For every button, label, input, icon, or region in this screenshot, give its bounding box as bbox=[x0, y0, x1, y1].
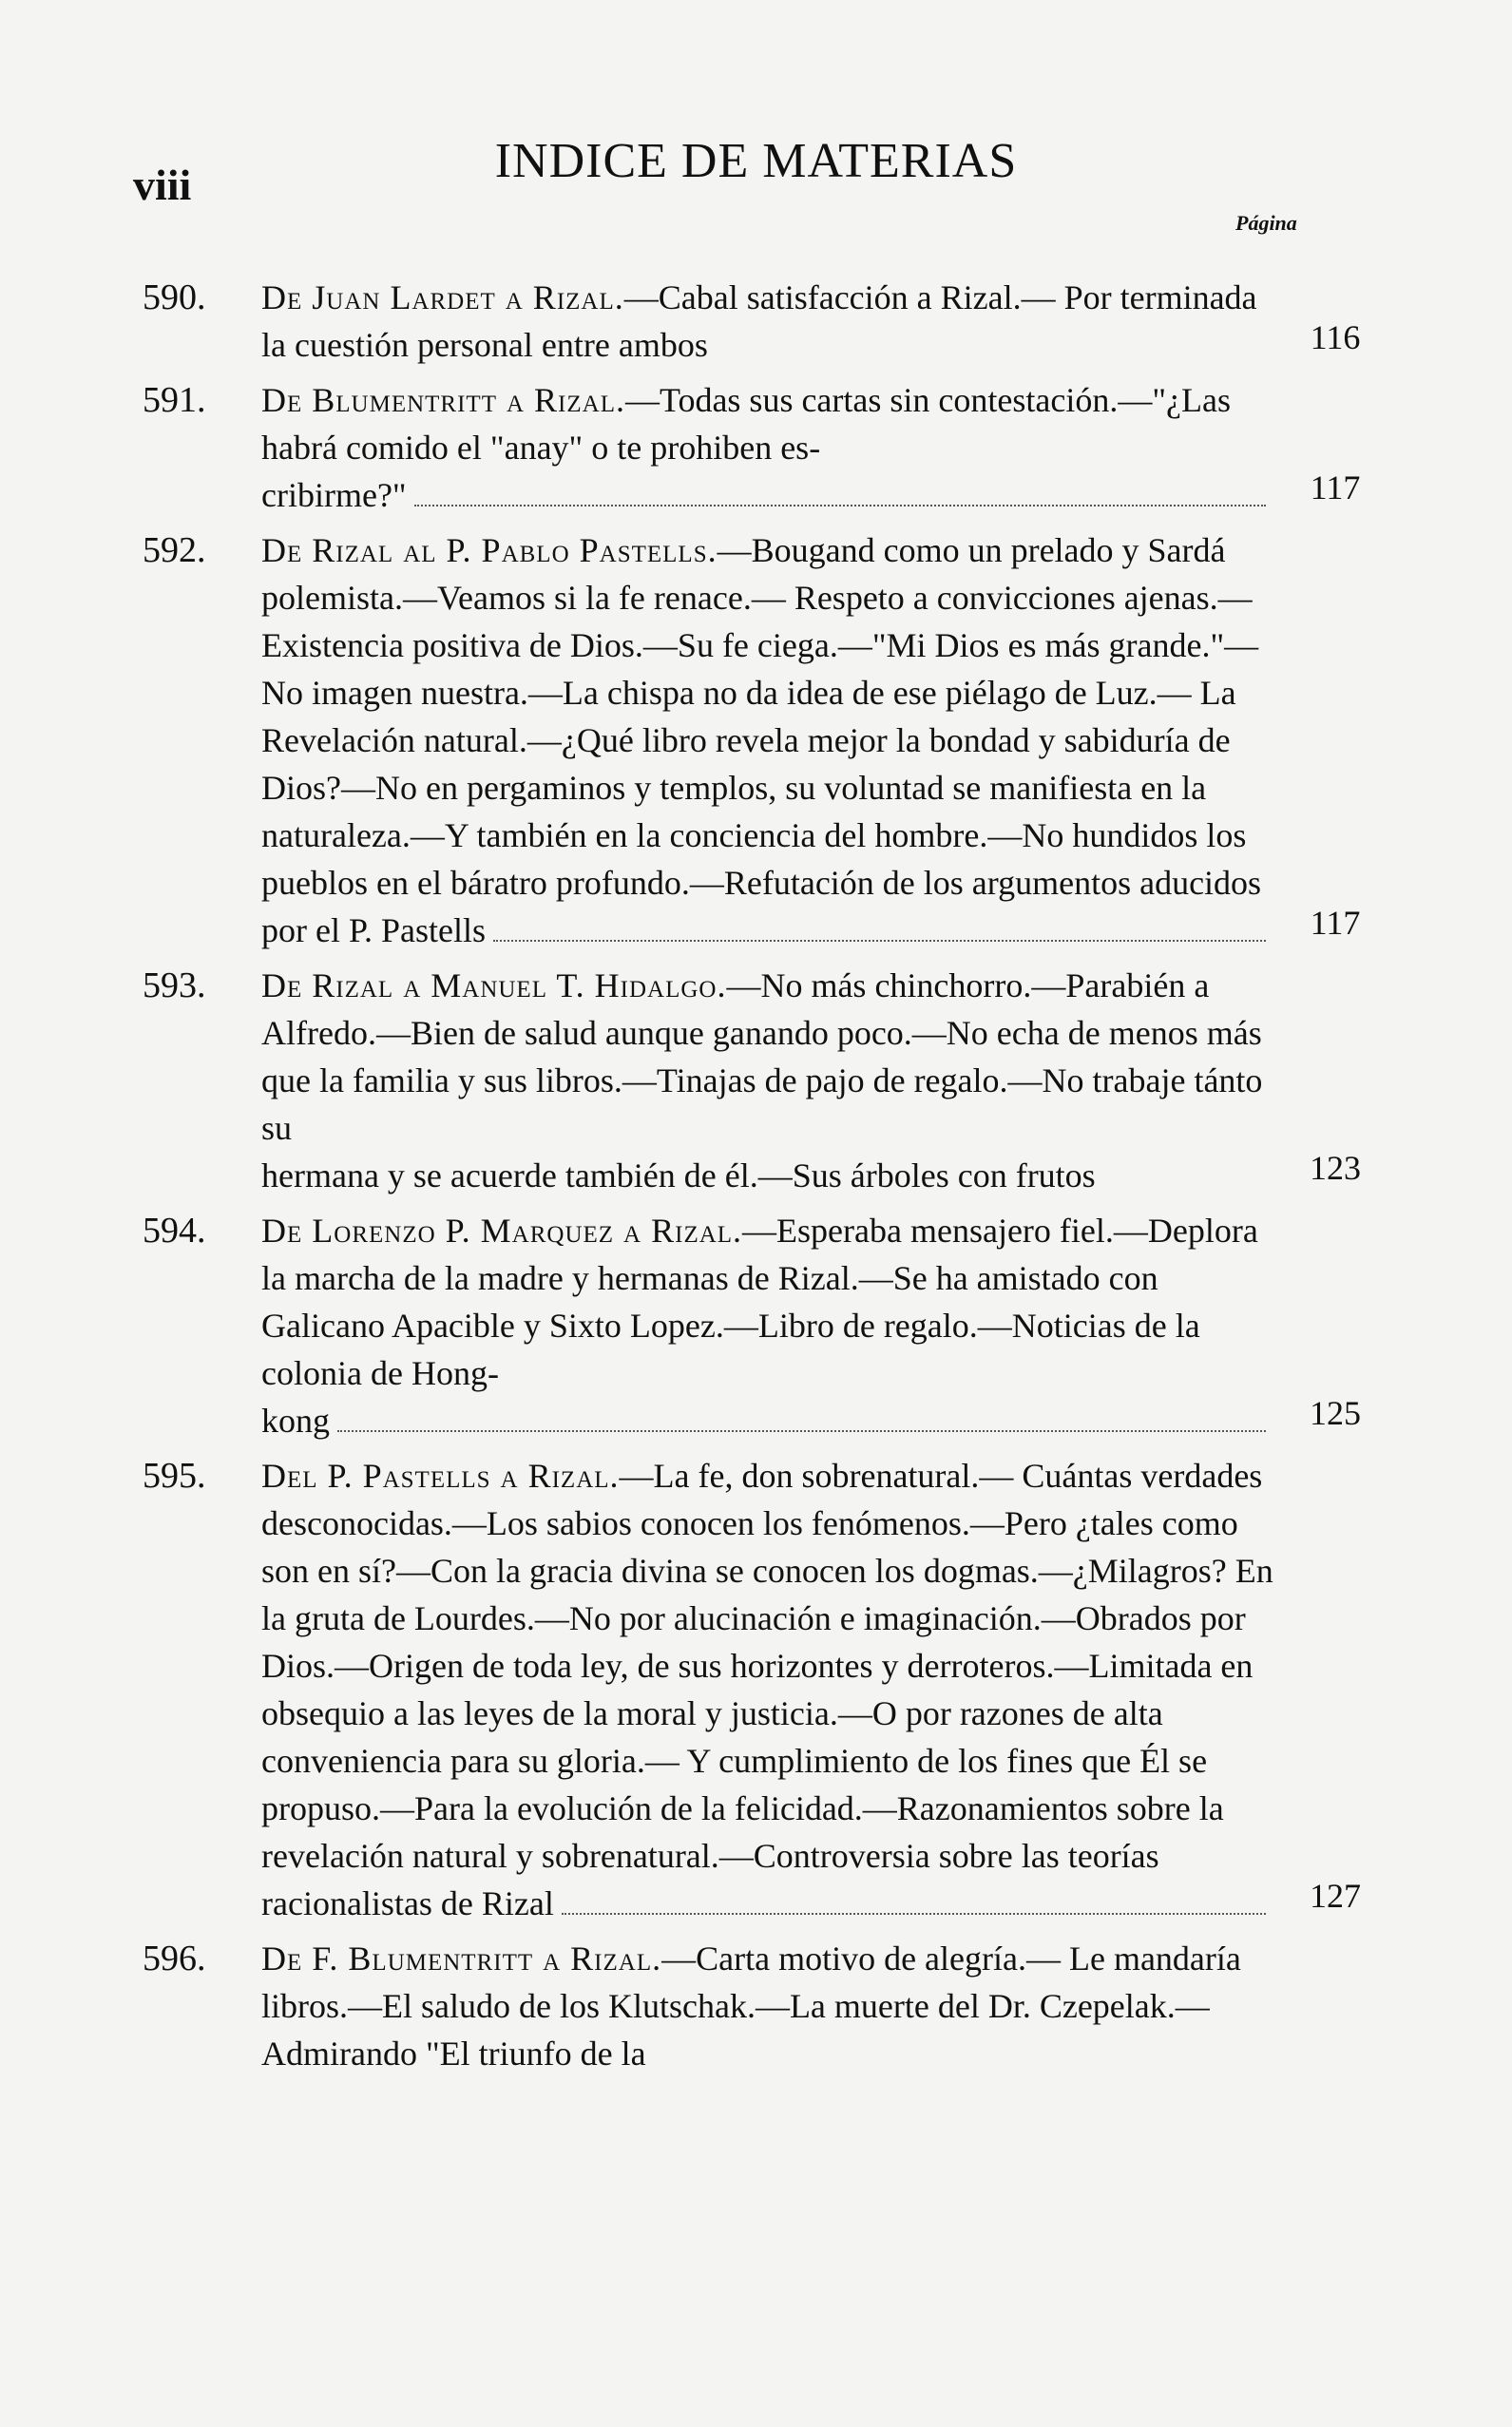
entry-body: —Carta motivo de alegría.— Le mandaría libros.—El saludo de los Klutschak.—La muerte del Dr. Czepelak.—Admirando "El triunfo de la bbox=[261, 1940, 1241, 2073]
entry-number: 596. bbox=[143, 1939, 206, 1978]
entry-number: 591. bbox=[143, 380, 206, 420]
page-column-label: Página bbox=[1235, 211, 1297, 235]
entry-body: —Bougand como un prelado y Sardá polemista.—Veamos si la fe renace.— Respeto a convicciones ajenas.—Existencia positiva de Dios.—Su fe ciega.—"Mi Dios es más grande."—No imagen nuestra.—La chispa no da idea de ese piélago de Luz.— La Revelación natural.—¿Qué libro revela mejor la bondad y sabiduría de Dios?—No en pergaminos y templos, su voluntad se manifiesta en la naturaleza.—Y también en la conciencia del hombre.—No hundidos los pueblos en el báratro profundo.—Refutación de los argumentos aducidos bbox=[261, 531, 1262, 902]
entry-page-number: 127 bbox=[1310, 1877, 1361, 1915]
entry-body: —No más chinchorro.—Parabién a Alfredo.—Bien de salud aunque ganando poco.—No echa de menos más que la familia y sus libros.—Tinajas de pajo de regalo.—No trabaje tánto su bbox=[261, 966, 1263, 1147]
entry-last-text: kong bbox=[261, 1402, 330, 1440]
index-entry bbox=[143, 526, 1378, 954]
entry-heading: Del P. Pastells a Rizal. bbox=[261, 1457, 620, 1495]
entry-last-line bbox=[261, 471, 1273, 519]
entry-heading: De Lorenzo P. Marquez a Rizal. bbox=[261, 1212, 743, 1250]
entry-last-text: cribirme?" bbox=[261, 476, 407, 514]
entry-last-text: por el P. Pastells bbox=[261, 911, 487, 949]
entry-page-number: 125 bbox=[1310, 1394, 1361, 1432]
dot-leader bbox=[493, 940, 1266, 942]
entry-body: —Cabal satisfacción a Rizal.— Por terminada la cuestión personal entre ambos bbox=[261, 278, 1257, 364]
entry-page-number: 117 bbox=[1310, 904, 1361, 942]
entry-heading: De F. Blumentritt a Rizal. bbox=[261, 1940, 662, 1978]
entry-number: 595. bbox=[143, 1456, 206, 1496]
entry-body: —Esperaba mensajero fiel.—Deplora la marcha de la madre y hermanas de Rizal.—Se ha amistado con Galicano Apacible y Sixto Lopez.—Libro de regalo.—Noticias de la colonia de Hong- bbox=[261, 1212, 1258, 1392]
entry-text bbox=[261, 274, 1273, 369]
entry-last-text: hermana y se acuerde también de él.—Sus árboles con frutos bbox=[261, 1156, 1096, 1194]
entry-line bbox=[261, 274, 1273, 369]
entry-heading: De Juan Lardet a Rizal. bbox=[261, 278, 624, 316]
index-entry bbox=[143, 274, 1378, 369]
dot-leader bbox=[337, 1430, 1266, 1432]
index-entry bbox=[143, 1935, 1378, 2077]
entry-number: 594. bbox=[143, 1211, 206, 1251]
entry-number: 592. bbox=[143, 530, 206, 570]
index-entry bbox=[143, 962, 1378, 1199]
dot-leader bbox=[562, 1913, 1266, 1915]
index-entry bbox=[143, 1452, 1378, 1927]
dot-leader bbox=[414, 505, 1266, 506]
entry-heading: De Rizal al P. Pablo Pastells. bbox=[261, 531, 718, 569]
index-entry bbox=[143, 376, 1378, 519]
entry-last-line bbox=[261, 1152, 1273, 1199]
entry-page-number: 116 bbox=[1310, 318, 1361, 356]
entry-heading: De Rizal a Manuel T. Hidalgo. bbox=[261, 966, 727, 1004]
entry-body: —La fe, don sobrenatural.— Cuántas verdades desconocidas.—Los sabios conocen los fenómenos.—Pero ¿tales como son en sí?—Con la gracia divina se conocen los dogmas.—¿Milagros? En la gruta de Lourdes.—No por alucinación e imaginación.—Obrados por Dios.—Origen de toda ley, de sus horizontes y derroteros.—Limitada en obsequio a las leyes de la moral y justicia.—O por razones de alta conveniencia para su gloria.— Y cumplimiento de los fines que Él se propuso.—Para la evolución de la felicidad.—Razonamientos sobre la revelación natural y sobrenatural.—Controversia sobre las teorías bbox=[261, 1457, 1273, 1875]
running-head-title: INDICE DE MATERIAS bbox=[494, 134, 1018, 188]
entry-last-line bbox=[261, 1880, 1273, 1927]
entry-number: 590. bbox=[143, 277, 206, 317]
folio-number: viii bbox=[133, 161, 192, 209]
entry-body: —Todas sus cartas sin contestación.—"¿Las habrá comido el "anay" o te prohiben es- bbox=[261, 381, 1231, 467]
entry-number: 593. bbox=[143, 965, 206, 1005]
entry-last-text: racionalistas de Rizal bbox=[261, 1884, 554, 1922]
entry-last-line bbox=[261, 907, 1273, 954]
entry-page-number: 123 bbox=[1310, 1149, 1361, 1187]
entry-page-number: 117 bbox=[1310, 468, 1361, 506]
entry-heading: De Blumentritt a Rizal. bbox=[261, 381, 625, 419]
index-entry bbox=[143, 1207, 1378, 1444]
entry-last-line bbox=[261, 1397, 1273, 1444]
index-entries bbox=[143, 257, 1378, 2085]
